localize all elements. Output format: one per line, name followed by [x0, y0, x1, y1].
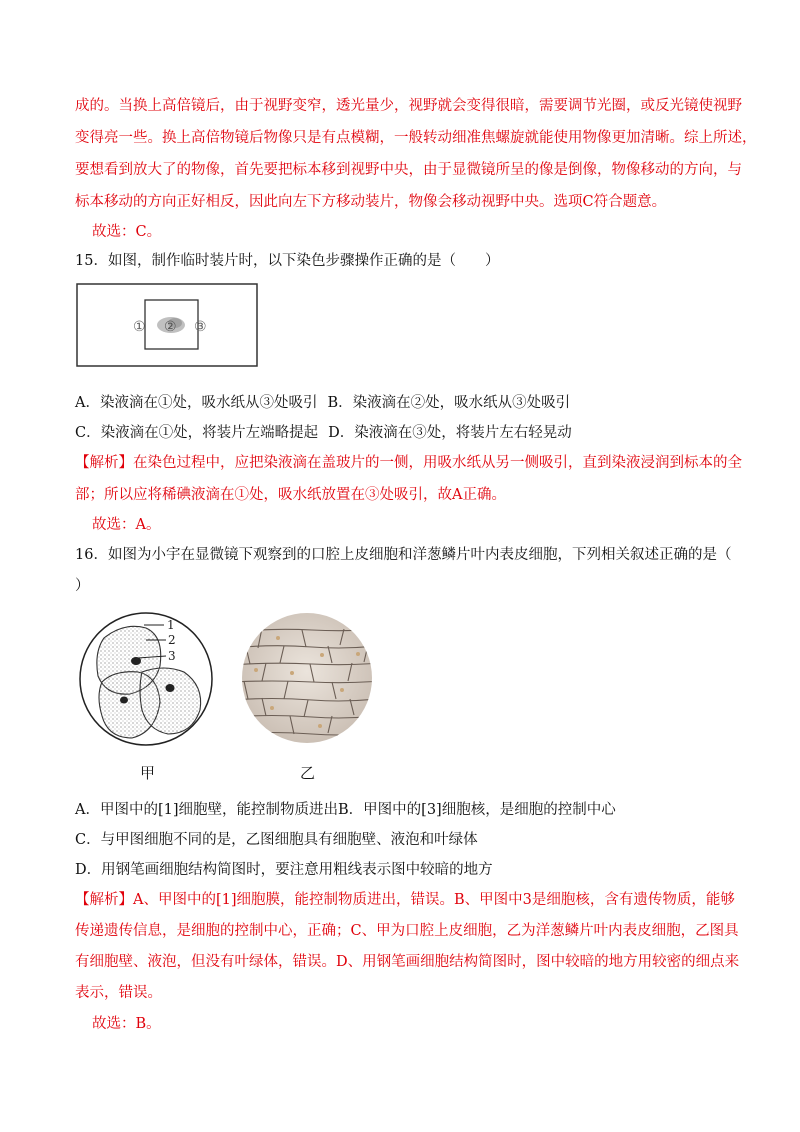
analysis-tag: 【解析】 [75, 455, 133, 471]
q16-option-c[interactable]: C．与甲图细胞不同的是，乙图细胞具有细胞壁、液泡和叶绿体 [75, 832, 478, 848]
cheek-cells-figure [76, 610, 216, 785]
slide-figure [76, 283, 258, 367]
q16-option-b[interactable]: B．甲图中的[3]细胞核，是细胞的控制中心 [338, 802, 616, 818]
analysis-tag: 【解析】 [75, 892, 133, 908]
label-2: 2 [168, 633, 176, 647]
q16-analysis-line-4: 表示，错误。 [75, 985, 162, 1001]
q15-analysis-line-1: 【解析】在染色过程中，应把染液滴在盖玻片的一侧，用吸水纸从另一侧吸引，直到染液浸润到标本的全 [75, 455, 742, 471]
q16-answer: 故选：B。 [92, 1016, 161, 1032]
label-1: 1 [167, 618, 175, 632]
label-3: 3 [168, 649, 176, 663]
q16-option-a[interactable]: A．甲图中的[1]细胞壁，能控制物质进出 [75, 802, 339, 818]
figure-label-1: ① [133, 319, 146, 335]
caption-jia: 甲 [140, 764, 156, 782]
explanation-line-3: 要想看到放大了的物像，首先要把标本移到视野中央，由于显微镜所呈的像是倒像，物像移动的方向，与 [75, 162, 742, 178]
q15-options-row-2 [75, 423, 572, 443]
figure-label-2: ② [164, 319, 177, 335]
onion-cells-figure [232, 610, 392, 785]
explanation-line-4: 标本移动的方向正好相反，因此向左下方移动装片，物像会移动视野中央。选项C符合题意。 [75, 194, 667, 210]
q16-analysis-line-2: 传递遗传信息，是细胞的控制中心，正确；C、甲为口腔上皮细胞，乙为洋葱鳞片叶内表皮细胞，乙图具 [75, 923, 739, 939]
figure-label-3: ③ [194, 319, 207, 335]
q15-option-d[interactable]: D．染液滴在③处，将装片左右轻晃动 [328, 425, 572, 441]
question-16-stem-cont: ） [75, 578, 90, 594]
q15-option-a[interactable]: A．染液滴在①处，吸水纸从③处吸引 [75, 395, 318, 411]
q15-analysis-line-2: 部；所以应将稀碘液滴在①处，吸水纸放置在③处吸引，故A正确。 [75, 487, 506, 503]
q15-answer: 故选：A。 [92, 517, 161, 533]
q16-options-row-1 [75, 800, 616, 820]
q15-option-c[interactable]: C．染液滴在①处，将装片左端略提起 [75, 425, 319, 441]
q16-analysis-line-1: 【解析】A、甲图中的[1]细胞膜，能控制物质进出，错误。B、甲图中3是细胞核，含有遗传物质，能够 [75, 892, 735, 908]
explanation-line-2: 变得亮一些。换上高倍物镜后物像只是有点模糊，一般转动细准焦螺旋就能使用物像更加清晰。综上所述， [75, 130, 757, 146]
caption-yi: 乙 [300, 764, 316, 782]
question-15-stem: 15．如图，制作临时装片时，以下染色步骤操作正确的是（ ） [75, 253, 500, 269]
cell-right [140, 668, 201, 734]
q16-analysis-line-3: 有细胞壁、液泡，但没有叶绿体，错误。D、用钢笔画细胞结构简图时，图中较暗的地方用较密的细点来 [75, 954, 740, 970]
q15-options-row-1 [75, 393, 570, 413]
answer-line: 故选：C。 [92, 224, 162, 240]
q15-option-b[interactable]: B．染液滴在②处，吸水纸从③处吸引 [327, 395, 571, 411]
explanation-line-1: 成的。当换上高倍镜后，由于视野变窄，透光量少，视野就会变得很暗，需要调节光圈，或反光镜使视野 [75, 98, 742, 114]
question-16-stem: 16．如图为小宇在显微镜下观察到的口腔上皮细胞和洋葱鳞片叶内表皮细胞，下列相关叙述正确的是（ [75, 547, 732, 563]
q16-option-d[interactable]: D．用钢笔画细胞结构简图时，要注意用粗线表示图中较暗的地方 [75, 862, 493, 878]
